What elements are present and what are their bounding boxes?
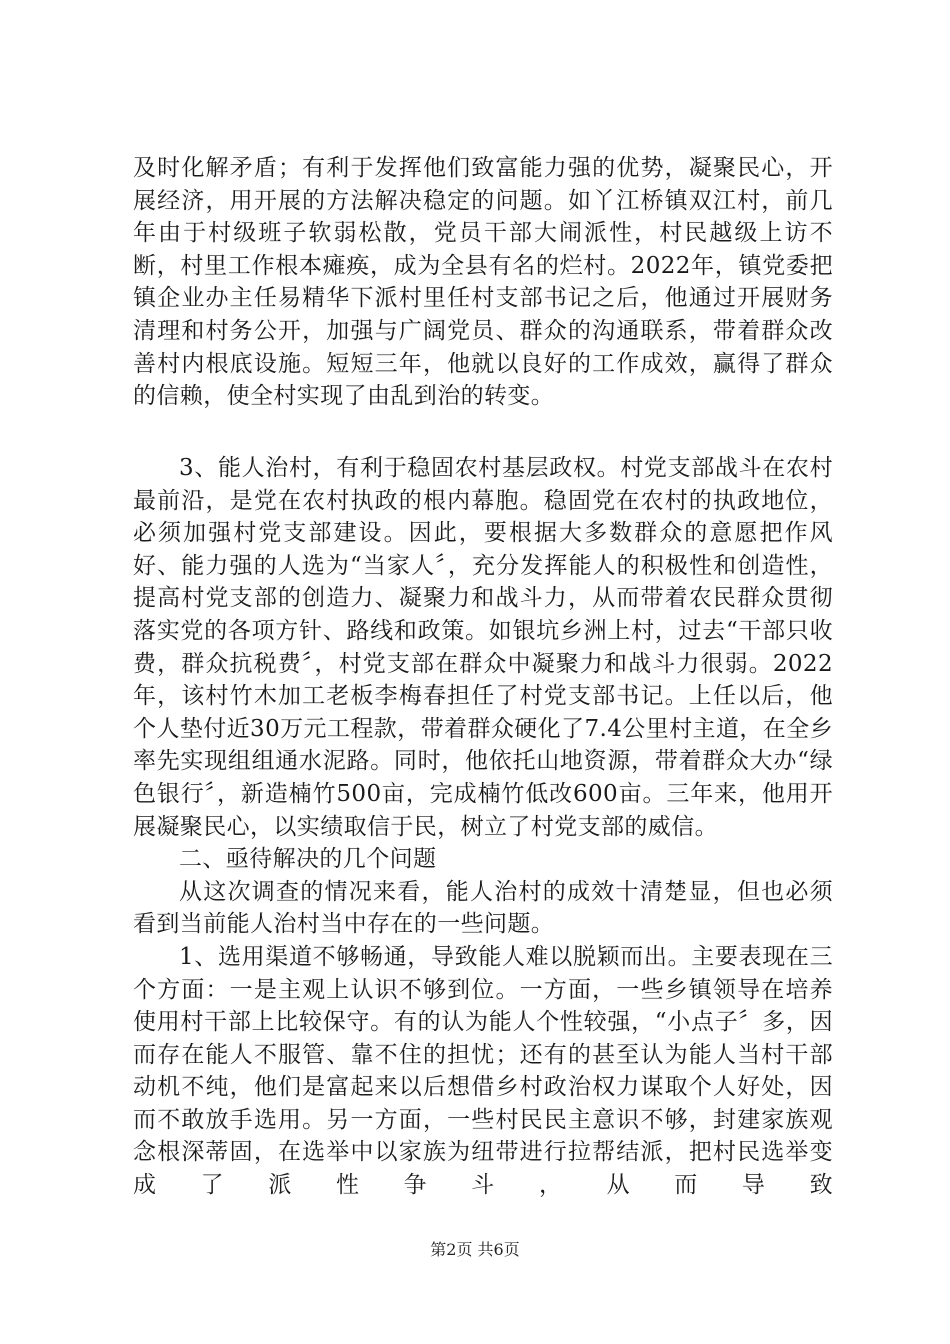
paragraph-issue-1: 1、选用渠道不够畅通，导致能人难以脱颖而出。主要表现在三个方面：一是主观上认识不够到位。一方面，一些乡镇领导在培养使用村干部上比较保守。有的认为能人个性较强，“小点子〞多，因而存在能人不服管、靠不住的担忧；还有的甚至认为能人当村干部动机不纯，他们是富起来以后想借乡村政治权力谋取个人好处，因而不敢放手选用。另一方面，一些村民民主意识不够，封建家族观念根深蒂固，在选举中以家族为纽带进行拉帮结派，把村民选举变成了派性争斗，从而导致 bbox=[133, 943, 833, 1199]
section-heading: 二、亟待解决的几个问题 bbox=[179, 846, 437, 873]
text-block-continued bbox=[133, 152, 833, 413]
section-intro: 从这次调查的情况来看，能人治村的成效十清楚显，但也必须看到当前能人治村当中存在的一些问题。 bbox=[133, 878, 833, 938]
text-block-main bbox=[133, 452, 833, 1202]
page-footer: 第2页 共6页 bbox=[430, 1240, 520, 1259]
paragraph-continued: 及时化解矛盾；有利于发挥他们致富能力强的优势，凝聚民心，开展经济，用开展的方法解决稳定的问题。如丫江桥镇双江村，前几年由于村级班子软弱松散，党员干部大闹派性，村民越级上访不断，村里工作根本瘫痪，成为全县有名的烂村。2022年，镇党委把镇企业办主任易精华下派村里任村支部书记之后，他通过开展财务清理和村务公开，加强与广阔党员、群众的沟通联系，带着群众改善村内根底设施。短短三年，他就以良好的工作成效，赢得了群众的信赖，使全村实现了由乱到治的转变。 bbox=[133, 155, 833, 410]
paragraph-3: 3、能人治村，有利于稳固农村基层政权。村党支部战斗在农村最前沿，是党在农村执政的根内幕胞。稳固党在农村的执政地位，必须加强村党支部建设。因此，要根据大多数群众的意愿把作风好、能力强的人选为“当家人〞，充分发挥能人的积极性和创造性，提高村党支部的创造力、凝聚力和战斗力，从而带着农民群众贯彻落实党的各项方针、路线和政策。如银坑乡洲上村，过去“干部只收费，群众抗税费〞，村党支部在群众中凝聚力和战斗力很弱。2022年，该村竹木加工老板李梅春担任了村党支部书记。上任以后，他个人垫付近30万元工程款，带着群众硬化了7.4公里村主道，在全乡率先实现组组通水泥路。同时，他依托山地资源，带着群众大办“绿色银行〞，新造楠竹500亩，完成楠竹低改600亩。三年来，他用开展凝聚民心，以实绩取信于民，树立了村党支部的威信。 bbox=[133, 455, 833, 840]
